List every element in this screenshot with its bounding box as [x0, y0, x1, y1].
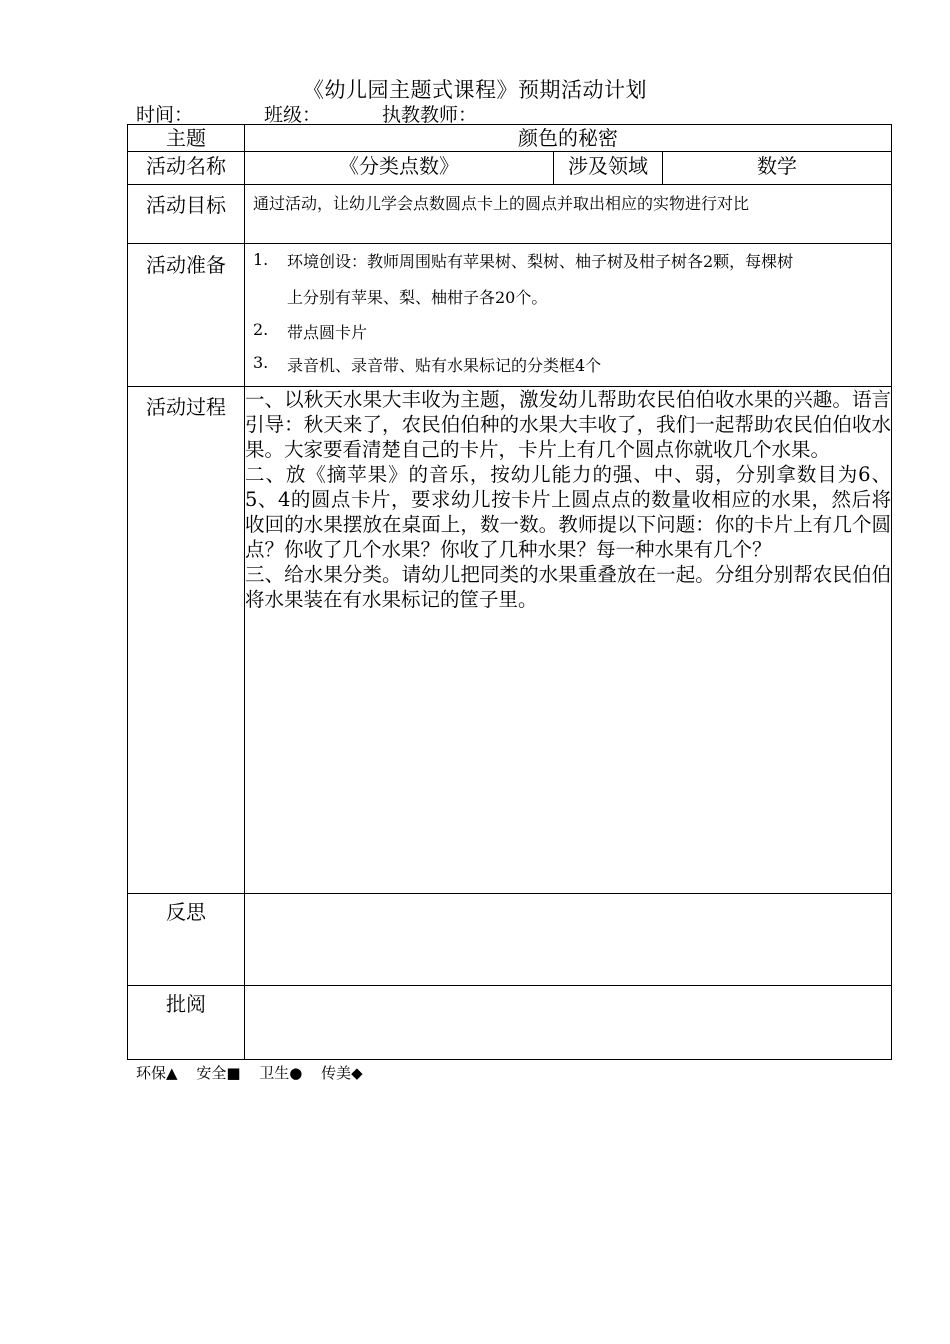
- theme-label: 主题: [128, 125, 245, 152]
- goal-row: [128, 185, 892, 244]
- activity-name-row: [128, 152, 892, 185]
- prep-item: [245, 250, 891, 320]
- process-label: 活动过程: [128, 387, 245, 894]
- class-label: 班级：: [264, 104, 322, 126]
- prep-item: [245, 320, 891, 347]
- activity-name-value: 《分类点数》: [245, 152, 554, 185]
- footer-legend: [136, 1062, 377, 1083]
- review-row: [128, 986, 892, 1060]
- legend-safety: 安全■: [196, 1064, 241, 1082]
- prep-label: 活动准备: [128, 244, 245, 387]
- prep-item-line: 上分别有苹果、梨、柚柑子各20个。: [287, 288, 548, 307]
- process-row: [128, 387, 892, 894]
- teacher-label: 执教教师：: [382, 104, 478, 126]
- prep-item-number: 1.: [253, 250, 269, 269]
- prep-item-line: 录音机、录音带、贴有水果标记的分类框4个: [287, 356, 602, 375]
- reflection-row: [128, 894, 892, 986]
- prep-item-line: 带点圆卡片: [287, 323, 368, 342]
- process-paragraph: 一、以秋天水果大丰收为主题，激发幼儿帮助农民伯伯收水果的兴趣。语言引导：秋天来了，农民伯伯种的水果大丰收了，我们一起帮助农民伯伯收水果。大家要看清楚自己的卡片，卡片上有几个圆点你就收几个水果。: [245, 388, 892, 461]
- domain-value: 数学: [663, 152, 892, 185]
- prep-item-number: 3.: [253, 353, 269, 372]
- domain-label: 涉及领域: [554, 152, 663, 185]
- legend-beauty: 传美◆: [321, 1064, 363, 1082]
- theme-row: [128, 125, 892, 152]
- page-title: 《幼儿园主题式课程》预期活动计划: [303, 78, 647, 102]
- process-paragraph: 二、放《摘苹果》的音乐，按幼儿能力的强、中、弱，分别拿数目为6、5、4的圆点卡片，要求幼儿按卡片上圆点点的数量收相应的水果，然后将收回的水果摆放在桌面上，数一数。教师提以下问题：你的卡片上有几个圆点？你收了几个水果？你收了几种水果？每一种水果有几个？: [245, 463, 892, 561]
- process-content: [245, 387, 892, 894]
- legend-eco: 环保▲: [136, 1064, 178, 1082]
- prep-list: [245, 244, 892, 387]
- theme-value: 颜色的秘密: [245, 125, 892, 152]
- prep-row: [128, 244, 892, 387]
- goal-value: 通过活动，让幼儿学会点数圆点卡上的圆点并取出相应的实物进行对比: [245, 185, 892, 244]
- review-value[interactable]: [245, 986, 892, 1060]
- process-paragraph: 三、给水果分类。请幼儿把同类的水果重叠放在一起。分组分别帮农民伯伯将水果装在有水果标记的筐子里。: [245, 563, 892, 611]
- goal-label: 活动目标: [128, 185, 245, 244]
- reflection-label: 反思: [128, 894, 245, 986]
- activity-plan-table: [127, 124, 892, 1060]
- review-label: 批阅: [128, 986, 245, 1060]
- prep-item-number: 2.: [253, 320, 269, 339]
- time-label: 时间：: [136, 104, 194, 126]
- prep-item: [245, 353, 891, 376]
- reflection-value[interactable]: [245, 894, 892, 986]
- legend-hygiene: 卫生●: [259, 1064, 303, 1082]
- prep-item-line: 环境创设：教师周围贴有苹果树、梨树、柚子树及柑子树各2颗，每棵树: [287, 252, 794, 271]
- activity-name-label: 活动名称: [128, 152, 245, 185]
